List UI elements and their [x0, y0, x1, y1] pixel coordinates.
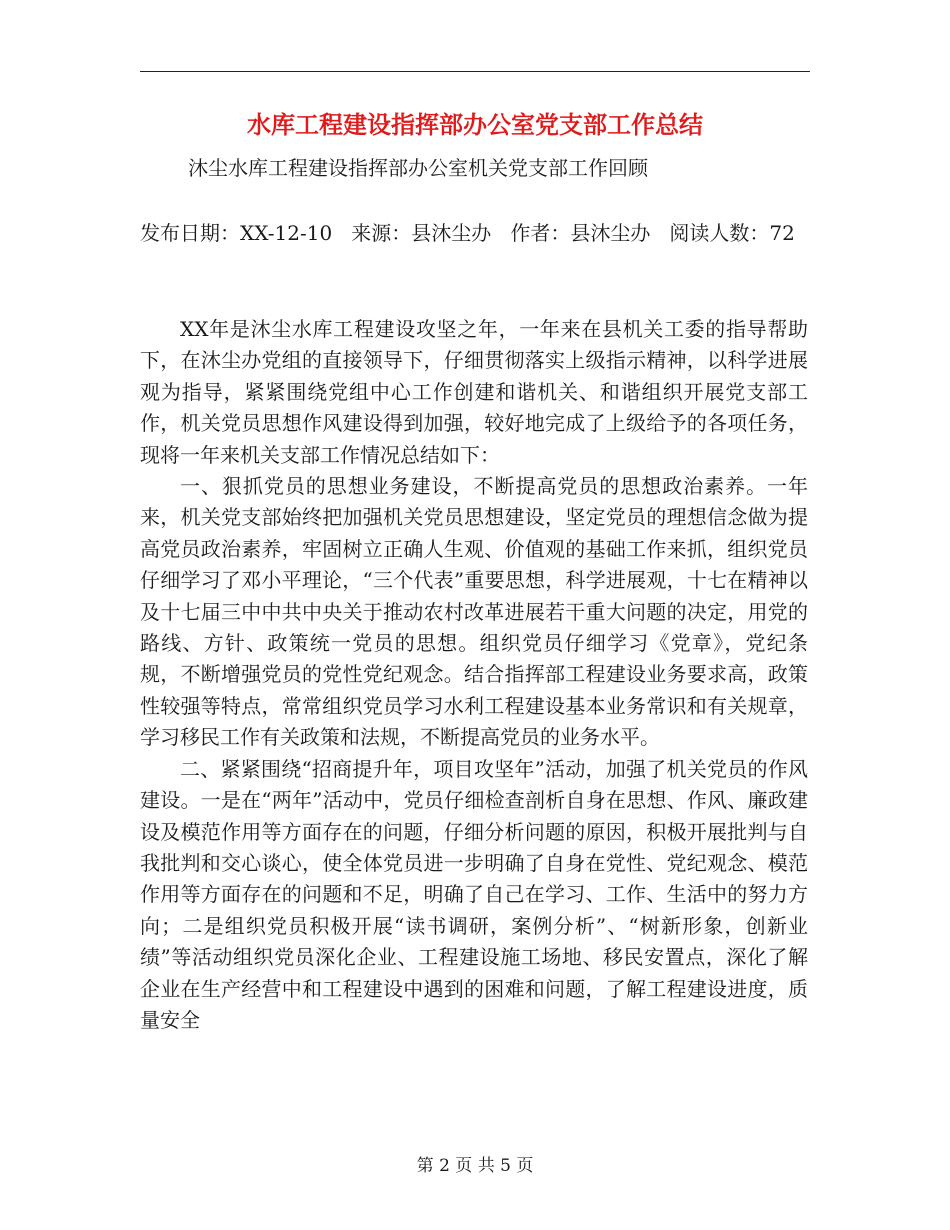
document-subtitle: 沐尘水库工程建设指挥部办公室机关党支部工作回顾	[188, 156, 648, 180]
header-rule	[140, 71, 810, 72]
paragraph-section-2: 二、紧紧围绕“招商提升年，项目攻坚年”活动，加强了机关党员的作风建设。一是在“两年”活动中，党员仔细检查剖析自身在思想、作风、廉政建设及模范作用等方面存在的问题，仔细分析问题的原因，积极开展批判与自我批判和交心谈心，使全体党员进一步明确了自身在党性、党纪观念、模范作用等方面存在的问题和不足，明确了自己在学习、工作、生活中的努力方向；二是组织党员积极开展“读书调研，案例分析”、“树新形象，创新业绩”等活动组织党员深化企业、工程建设施工场地、移民安置点，深化了解企业在生产经营中和工程建设中遇到的困难和问题，了解工程建设进度，质量安全	[140, 756, 808, 1032]
page-number-footer: 第 2 页 共 5 页	[416, 1156, 534, 1176]
readers-label: 阅读人数：	[669, 221, 770, 245]
paragraph-section-1: 一、狠抓党员的思想业务建设，不断提高党员的思想政治素养。一年来，机关党支部始终把加强机关党员思想建设，坚定党员的理想信念做为提高党员政治素养，牢固树立正确人生观、价值观的基础工作来抓，组织党员仔细学习了邓小平理论，“三个代表”重要思想，科学进展观，十七在精神以及十七届三中中共中央关于推动农村改革进展若干重大问题的决定，用党的路线、方针、政策统一党员的思想。组织党员仔细学习《党章》，党纪条规，不断增强党员的党性党纪观念。结合指挥部工程建设业务要求高，政策性较强等特点，常常组织党员学习水利工程建设基本业务常识和有关规章，学习移民工作有关政策和法规，不断提高党员的业务水平。	[140, 474, 808, 750]
document-title: 水库工程建设指挥部办公室党支部工作总结	[247, 110, 703, 139]
publish-source: 来源：县沐尘办	[351, 221, 492, 245]
publish-author: 作者：县沐尘办	[510, 221, 651, 245]
document-body	[140, 314, 808, 1036]
paragraph-intro: XX年是沐尘水库工程建设攻坚之年，一年来在县机关工委的指导帮助下，在沐尘办党组的直接领导下，仔细贯彻落实上级指示精神，以科学进展观为指导，紧紧围绕党组中心工作创建和谐机关、和谐组织开展党支部工作，机关党员思想作风建设得到加强，较好地完成了上级给予的各项任务，现将一年来机关支部工作情况总结如下：	[140, 317, 808, 467]
publish-date: 发布日期：XX-12-10	[140, 221, 333, 245]
readers-count: 72	[769, 221, 795, 245]
publish-meta	[140, 218, 810, 249]
